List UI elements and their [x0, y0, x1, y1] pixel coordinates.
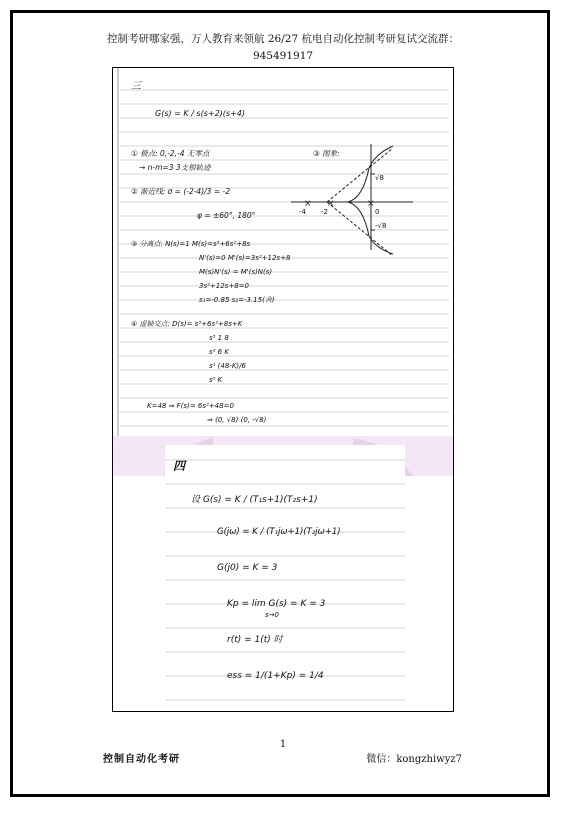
plot-label-neg-sqrt8: -√8 — [375, 222, 387, 230]
item-imag-axis: ④ 虚轴交点: D(s)= s³+6s²+8s+K — [131, 320, 243, 328]
routh-row-s1: s¹ (48-K)/6 — [209, 362, 246, 370]
notes-svg — [113, 68, 454, 712]
bottom-line-4-sub: s→0 — [265, 611, 279, 619]
item-asymptote-angle: φ = ±60°, 180° — [197, 211, 256, 220]
bottom-line-4: Kp = lim G(s) = K = 3 — [227, 599, 326, 609]
svg-text:×: × — [304, 199, 312, 209]
section-3-label: 三 — [131, 81, 141, 92]
svg-text:×: × — [367, 199, 375, 209]
item-breakaway-condition: M(s)N'(s) = M'(s)N(s) — [199, 268, 273, 276]
plot-label-origin: 0 — [375, 208, 380, 216]
routh-row-s2: s² 6 K — [209, 348, 229, 356]
bottom-line-6: ess = 1/(1+Kp) = 1/4 — [227, 671, 324, 681]
item-breakaway-derivative: N'(s)=0 M'(s)=3s²+12s+8 — [199, 254, 291, 262]
item-breakaway: ③ 分离点: N(s)=1 M(s)=s³+6s²+8s — [131, 240, 251, 248]
routh-row-s0: s⁰ K — [209, 376, 223, 384]
bottom-line-5: r(t) = 1(t) 时 — [227, 635, 283, 645]
page-number: 1 — [279, 739, 287, 750]
item-asymptote: ② 渐近线: σ = (-2-4)/3 = -2 — [131, 187, 230, 196]
item-imag-points: ⇒ (0, √8) (0, -√8) — [207, 416, 267, 424]
routh-row-s3: s³ 1 8 — [209, 334, 229, 342]
svg-text:×: × — [327, 199, 335, 209]
item-breakaway-equation: 3s²+12s+8=0 — [199, 282, 249, 290]
plot-label-neg4: -4 — [299, 208, 306, 216]
item-poles: ① 极点: 0,-2,-4 无零点 — [131, 149, 210, 158]
item-breakaway-roots: s₁=-0.85 s₂=-3.15(舍) — [199, 296, 275, 304]
header-line-2: 945491917 — [252, 50, 314, 62]
footer-left-text: 控制自动化考研 — [103, 754, 180, 765]
item-critical-gain: K=48 ⇒ F(s)= 6s²+48=0 — [147, 402, 234, 410]
root-locus-sketch — [291, 144, 413, 256]
item-branches: → n-m=3 3支根轨迹 — [139, 163, 211, 172]
bottom-line-2: G(jω) = K / (T₁jω+1)(T₂jω+1) — [217, 527, 341, 537]
header-line-1: 控制考研哪家强，万人教育来领航 26/27 杭电自动化控制考研复试交流群： — [107, 33, 459, 45]
plot-label-neg2: -2 — [321, 208, 328, 216]
bottom-line-1: 设 G(s) = K / (T₁s+1)(T₂s+1) — [191, 495, 318, 505]
plot-label-sqrt8: √8 — [375, 174, 384, 182]
footer-right-text: 微信：kongzhiwyz7 — [366, 754, 462, 765]
bottom-line-3: G(j0) = K = 3 — [217, 563, 278, 573]
transfer-function: G(s) = K / s(s+2)(s+4) — [155, 109, 245, 118]
section-4-label: 四 — [173, 459, 186, 473]
handwritten-notes-image — [112, 67, 454, 712]
item-graph: ③ 图象: — [313, 149, 340, 158]
